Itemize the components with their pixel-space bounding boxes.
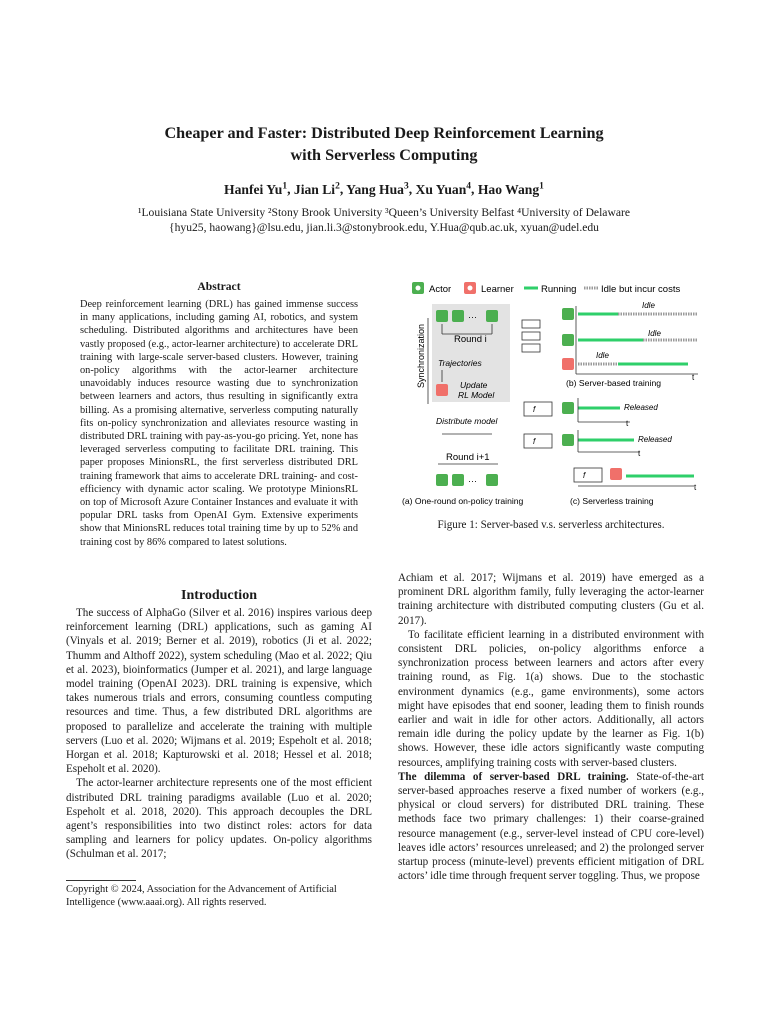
legend-actor: Actor <box>429 284 452 295</box>
idle-label: Idle <box>648 329 661 338</box>
svg-text:f: f <box>533 437 536 446</box>
author: Xu Yuan$^4$ <box>415 181 472 197</box>
affiliation-line: ¹Louisiana State University ²Stony Brook University ³Queen’s University Belfast ⁴University of Delaware <box>138 206 630 219</box>
function-icon <box>524 402 552 416</box>
learner-icon <box>562 358 574 370</box>
time-axis-label: t <box>692 373 695 382</box>
round-i-label: Round i <box>454 334 487 345</box>
panel-c <box>524 398 697 506</box>
copyright-notice: Copyright © 2024, Association for the Advancement of Artificial Intelligence (www.aaai.org). All rights reserved. <box>66 884 337 908</box>
server-icon <box>522 320 540 328</box>
panel-b <box>522 301 698 388</box>
author-list: Hanfei Yu$^1$, Jian Li$^2$, Yang Hua$^3$, Xu Yuan$^4$, Hao Wang$^1$ <box>224 181 544 197</box>
released-label: Released <box>624 403 658 412</box>
svg-text:f: f <box>583 471 586 480</box>
legend-idle: Idle but incur costs <box>601 284 681 295</box>
title-line-2: with Serverless Computing <box>290 146 478 164</box>
email-line: {hyu25, haowang}@lsu.edu, jian.li.3@stonybrook.edu, Y.Hua@qub.ac.uk, xyuan@udel.edu <box>169 221 599 234</box>
actor-icon <box>436 310 448 322</box>
actor-icon <box>452 474 464 486</box>
figure-legend <box>412 282 680 295</box>
actor-icon <box>452 310 464 322</box>
paper-title <box>0 122 768 166</box>
idle-label: Idle <box>596 351 609 360</box>
dots: ··· <box>468 476 477 486</box>
rl-model-label: RL Model <box>458 390 495 400</box>
author: Hanfei Yu$^1$ <box>224 181 288 197</box>
time-axis-label: t <box>638 449 641 458</box>
author: Hao Wang$^1$ <box>477 181 544 197</box>
abstract-heading: Abstract <box>197 280 241 293</box>
figure-1 <box>398 278 704 510</box>
learner-icon <box>610 468 622 480</box>
panel-a <box>402 304 524 506</box>
actor-icon <box>486 474 498 486</box>
introduction-body <box>66 606 372 862</box>
intro-paragraph-2: The actor-learner architecture represents one of the most efficient distributed DRL training paradigms available (Luo et al. 2020; Espeholt et al. 2018, 2020). This approach decouples the DRL agent’s responsibilities into two distinct roles: actors for data sampling and learners for policy updates. On-policy algorithms (Schulman et al. 2017; <box>66 777 372 861</box>
distribute-model-label: Distribute model <box>436 416 498 426</box>
dots: ··· <box>468 312 477 322</box>
actor-icon <box>562 402 574 414</box>
figure-caption: Figure 1: Server-based v.s. serverless architectures. <box>437 519 665 531</box>
function-icon <box>574 468 602 482</box>
released-label: Released <box>638 435 672 444</box>
time-axis-label: t <box>694 483 697 492</box>
legend-learner: Learner <box>481 284 514 295</box>
actor-icon <box>562 434 574 446</box>
learner-icon <box>436 384 448 396</box>
caption-b: (b) Server-based training <box>566 378 662 388</box>
author: Jian Li$^2$ <box>293 181 340 197</box>
right-paragraph-3: The dilemma of server-based DRL training. State-of-the-art server-based approaches reserve a fixed number of workers (e.g., physical or cloud servers) for distributed DRL training. These methods face two primary challenges: 1) their coarse-grained resource management (e.g., server-level instead of CPU core-level) leaves idle actors’ resources unreleased; and 2) the prolonged server startup process (minute-level) prevents efficient mitigation of DRL actors’ idle time through frequent server toggling. Thus, we propose <box>398 770 704 883</box>
actor-icon <box>436 474 448 486</box>
legend-running: Running <box>541 284 577 295</box>
right-column-body <box>398 571 704 883</box>
trajectories-label: Trajectories <box>438 358 482 368</box>
idle-label: Idle <box>642 301 655 310</box>
abstract-text: Deep reinforcement learning (DRL) has gained immense success in many applications, including gaming AI, robotics, and system scheduling. Distributed algorithms and architectures have been vastly proposed (e.g., actor-learner architecture) to accelerate DRL training with large-scale server-based clusters. However, training on-policy algorithms with the actor-learner architecture unavoidably induces resource wasting due to synchronization between learners and actors, thus resulting in significantly extra billing. As a promising alternative, serverless computing naturally fits on-policy synchronization and alleviates resource wasting in distributed DRL training with pay-as-you-go pricing. Yet, none has leveraged serverless computing to facilitate DRL training. This paper proposes MinionsRL, the first serverless distributed DRL training framework that aims to accelerate DRL training- and cost-efficiency with dynamic actor scaling. We prototype MinionsRL on top of Microsoft Azure Container Instances and evaluate it with popular DRL tasks from OpenAI Gym. Extensive experiments show that MinionsRL reduces total training time by up to 52% and training cost by 86% compared to latest solutions. <box>80 299 358 548</box>
actor-icon <box>562 334 574 346</box>
title-line-1: Cheaper and Faster: Distributed Deep Reinforcement Learning <box>164 124 604 142</box>
time-axis-label: t <box>626 419 629 428</box>
server-icon <box>522 344 540 352</box>
author: Yang Hua$^3$ <box>346 181 409 197</box>
function-icon <box>524 434 552 448</box>
section-run-in-heading: The dilemma of server-based DRL training. <box>398 770 629 783</box>
intro-paragraph-1: The success of AlphaGo (Silver et al. 2016) inspires various deep reinforcement learning (DRL) applications, such as gaming AI (Vinyals et al. 2019; Berner et al. 2019), robotics (Ji et al. 2022; Thumm and Althoff 2022), system scheduling (Mao et al. 2022; Qiu et al. 2023), bioinformatics (Jumper et al. 2021), and large language model training (OpenAI 2023). DRL training is expensive, which takes numerous trials and errors, consuming countless computing resources and time. Thus, a few distributed DRL algorithms are proposed to parallelize and accelerate the training with multiple servers (Luo et al. 2020; Wijmans et al. 2019; Espeholt et al. 2018; Horgan et al. 2018; Kapturowski et al. 2018; Hessel et al. 2018; Espeholt et al. 2020). <box>66 607 372 776</box>
caption-c: (c) Serverless training <box>570 496 654 506</box>
caption-a: (a) One-round on-policy training <box>402 496 524 506</box>
actor-icon <box>562 308 574 320</box>
right-paragraph-2: To facilitate efficient learning in a distributed environment with consistent DRL policies, on-policy algorithms enforce a synchronization process between learners and actors after every training round, as Fig. 1(a) shows. Due to the stochastic environment dynamics (e.g., game environments), some actors might have episodes that end sooner, leading them to finish rounds earlier and wait in idle for other actors. Additionally, all actors remain idle during the policy update by the learner as Fig. 1(b) shows. However, these idle actors significantly waste computing resources, amplifying training costs with server-based clusters. <box>398 628 704 769</box>
introduction-heading: Introduction <box>181 588 257 603</box>
round-i1-label: Round i+1 <box>446 452 490 463</box>
synchronization-label: Synchronization <box>416 323 426 388</box>
update-label: Update <box>460 380 488 390</box>
server-icon <box>522 332 540 340</box>
affiliations <box>0 205 768 235</box>
svg-text:f: f <box>533 405 536 414</box>
right-paragraph-1: Achiam et al. 2017; Wijmans et al. 2019) have emerged as a prominent DRL algorithm family, fully leveraging the actor-learner training architecture with distributed computing clusters (Gu et al. 2017). <box>398 572 704 627</box>
footnote-rule <box>66 880 136 881</box>
actor-icon <box>486 310 498 322</box>
